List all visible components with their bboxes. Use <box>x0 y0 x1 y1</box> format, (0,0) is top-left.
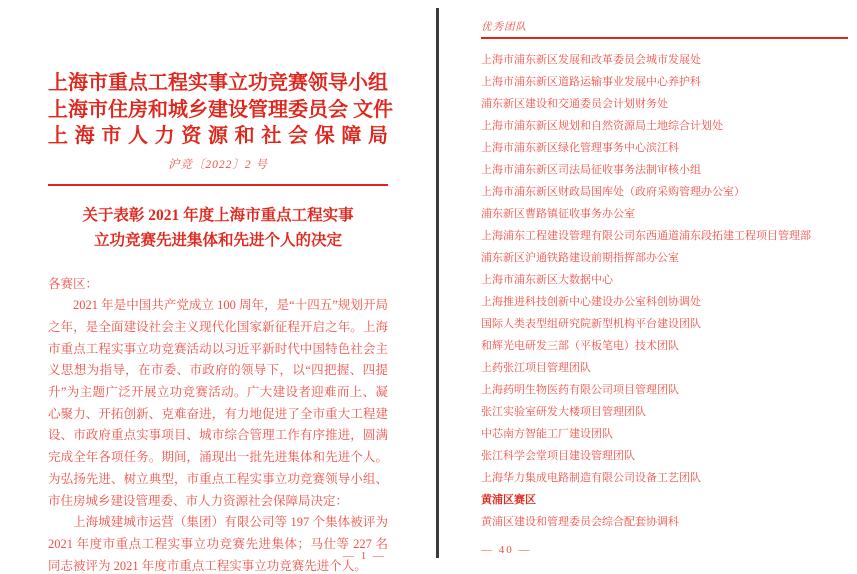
authority-line-1: 上海市重点工程实事立功竞赛领导小组 <box>48 72 388 94</box>
team-list-item: 张江实验室研发大楼项目管理团队 <box>481 406 646 418</box>
document-title-line-2: 立功竞赛先进集体和先进个人的决定 <box>93 231 342 249</box>
team-list-item: 上海华力集成电路制造有限公司设备工艺团队 <box>481 472 701 484</box>
team-list-item: 上海市浦东新区司法局征收事务法制审核小组 <box>481 164 701 176</box>
body-paragraph: 上海城建城市运营（集团）有限公司等 197 个集体被评为 2021 年度市重点工程实事立功竞赛先进集体；马仕等 227 名同志被评为 2021 年度市重点工程实事立功竞赛先进个人。 <box>48 515 388 573</box>
team-list-item: 上海推进科技创新中心建设办公室科创协调处 <box>481 296 701 308</box>
document-title <box>48 203 388 253</box>
team-list-item: 国际人类表型组研究院新型机构平台建设团队 <box>481 318 701 330</box>
team-list-item: 浦东新区曹路镇征收事务办公室 <box>481 208 635 220</box>
team-list-item: 浦东新区建设和交通委员会计划财务处 <box>481 98 668 110</box>
team-list <box>481 49 848 533</box>
team-list-item: 上海市浦东新区发展和改革委员会城市发展处 <box>481 54 701 66</box>
page-number-left: — 1 — <box>343 550 386 562</box>
team-list-item: 上海市浦东新区绿化管理事务中心滨江科 <box>481 142 679 154</box>
page-right <box>481 0 848 574</box>
section-header-rule <box>481 37 848 39</box>
team-list-item: 上海市浦东新区大数据中心 <box>481 274 613 286</box>
team-list-item: 上海药明生物医药有限公司项目管理团队 <box>481 384 679 396</box>
team-list-item: 上海浦东工程建设管理有限公司东西通道浦东段拓建工程项目管理部 <box>481 230 811 242</box>
document-number: 沪竞〔2022〕2 号 <box>167 158 269 171</box>
section-header: 优秀团队 <box>481 22 527 33</box>
district-section-header: 黄浦区赛区 <box>481 494 536 506</box>
team-list-item: 张江科学会堂项目建设管理团队 <box>481 450 635 462</box>
team-list-item: 上海市浦东新区道路运输事业发展中心养护科 <box>481 76 701 88</box>
header-divider-rule <box>48 184 388 186</box>
team-list-item: 上药张江项目管理团队 <box>481 362 591 374</box>
team-list-item: 和辉光电研发三部（平板笔电）技术团队 <box>481 340 679 352</box>
page-divider-line <box>436 8 439 558</box>
body-paragraph: 2021 年是中国共产党成立 100 周年，是“十四五”规划开局之年，是全面建设社会主义现代化国家新征程开启之年。上海市重点工程实事立功竞赛活动以习近平新时代中国特色社会主义思想为指导，在市委、市政府的领导下，以“四把握、四提升”为主题广泛开展立功竞赛活动。广大建设者迎难而上、凝心聚力、开拓创新、克难奋进，有力地促进了全市重大工程建设、市政府重点实事项目、城市综合管理工作有序推进，圆满完成全年各项任务。期间，涌现出一批先进集体和先进个人。为弘扬先进、树立典型，市重点工程实事立功竞赛领导小组、市住房城乡建设管理委、市人力资源社会保障局决定： <box>48 298 388 508</box>
team-list-item: 上海市浦东新区财政局国库处（政府采购管理办公室） <box>481 186 745 198</box>
authority-line-2: 上海市住房和城乡建设管理委员会 文件 <box>48 98 393 121</box>
body-paragraphs <box>48 295 388 574</box>
team-list-item: 黄浦区建设和管理委员会综合配套协调科 <box>481 516 679 528</box>
team-list-item: 浦东新区沪通铁路建设前期指挥部办公室 <box>481 252 679 264</box>
page-number-right: — 40 — <box>481 544 532 556</box>
salutation: 各赛区： <box>48 276 99 291</box>
issuing-authorities <box>48 70 393 150</box>
team-list-item: 上海市浦东新区规划和自然资源局土地综合计划处 <box>481 120 723 132</box>
team-list-item: 中芯南方智能工厂建设团队 <box>481 428 613 440</box>
page-left <box>48 0 393 574</box>
document-title-line-1: 关于表彰 2021 年度上海市重点工程实事 <box>82 206 354 224</box>
authority-line-3: 上海市人力资源和社会保障局 <box>48 125 388 147</box>
